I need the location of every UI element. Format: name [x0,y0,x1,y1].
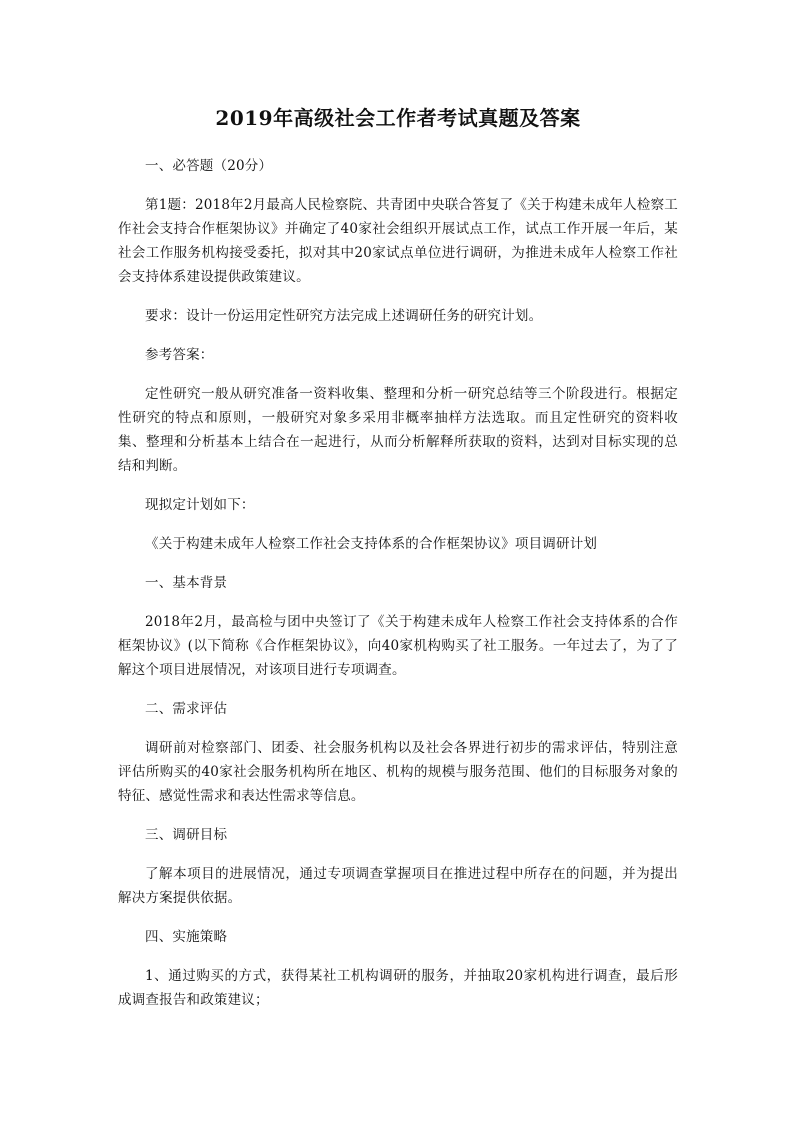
section-strategy-heading: 四、实施策略 [145,929,228,945]
plan-title: 《关于构建未成年人检察工作社会支持体系的合作框架协议》项目调研计划 [145,536,598,552]
strategy-item-1: 1、通过购买的方式，获得某社工机构调研的服务，并抽取20家机构进行调查，最后形成调查报告和政策建议； [118,968,678,1008]
background-text: 2018年2月，最高检与团中央签订了《关于构建未成年人检察工作社会支持体系的合作框架协议》(以下简称《合作框架协议》，向40家机构购买了社工服务。一年过去了，为了了解这个项目进展情况，对该项目进行专项调查。 [118,614,678,678]
goals-text: 了解本项目的进展情况，通过专项调查掌握项目在推进过程中所存在的问题，并为提出解决方案提供依据。 [118,866,678,906]
answer-intro: 定性研究一般从研究准备一资料收集、整理和分析一研究总结等三个阶段进行。根据定性研究的特点和原则，一般研究对象多采用非概率抽样方法选取。而且定性研究的资料收集、整理和分析基本上结合在一起进行，从而分析解释所获取的资料，达到对目标实现的总结和判断。 [118,386,678,474]
section-heading-required: 一、必答题（20分） [145,158,273,174]
needs-text: 调研前对检察部门、团委、社会服务机构以及社会各界进行初步的需求评估，特别注意评估所购买的40家社会服务机构所在地区、机构的规模与服务范围、他们的目标服务对象的特征、感觉性需求和表达性需求等信息。 [118,740,678,804]
section-needs-heading: 二、需求评估 [145,701,228,717]
document-page [118,104,678,1012]
section-background-heading: 一、基本背景 [145,575,228,591]
question-1-text: 第1题：2018年2月最高人民检察院、共青团中央联合答复了《关于构建未成年人检察工作社会支持合作框架协议》并确定了40家社会组织开展试点工作，试点工作开展一年后，某社会工作服务机构接受委托，拟对其中20家试点单位进行调研，为推进未成年人检察工作社会支持体系建设提供政策建议。 [118,197,678,285]
section-goals-heading: 三、调研目标 [145,827,228,843]
requirement-text: 要求：设计一份运用定性研究方法完成上述调研任务的研究计划。 [145,308,543,324]
document-title: 2019年高级社会工作者考试真题及答案 [215,106,581,130]
answer-label: 参考答案： [145,347,214,363]
plan-intro: 现拟定计划如下： [145,497,255,513]
